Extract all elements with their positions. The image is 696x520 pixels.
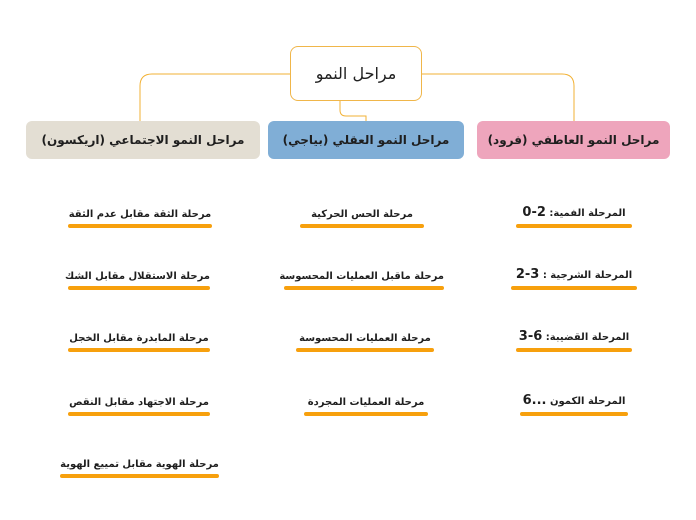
- freud-item-2-name: المرحلة الشرجية :: [542, 270, 633, 281]
- piaget-item-2[interactable]: [279, 258, 444, 290]
- erikson-item-5[interactable]: [60, 446, 219, 478]
- erikson-item-4-label: مرحلة الاجتهاد مقابل النقص: [69, 397, 209, 408]
- erikson-item-5-underline: [60, 474, 219, 478]
- piaget-item-3-underline: [296, 348, 434, 352]
- root-label: مراحل النمو: [315, 64, 397, 83]
- freud-item-3-name: المرحلة القضيبة:: [545, 332, 630, 343]
- erikson-item-1[interactable]: [68, 196, 212, 228]
- erikson-item-3[interactable]: [68, 320, 210, 352]
- freud-item-3[interactable]: [516, 320, 632, 352]
- freud-item-4-name: المرحلة الكمون: [549, 396, 626, 407]
- freud-item-3-range: 3-6: [518, 329, 543, 344]
- piaget-item-1-underline: [300, 224, 424, 228]
- freud-item-1-range: 0-2: [522, 205, 546, 220]
- piaget-item-2-underline: [284, 286, 444, 290]
- connector-erikson: [140, 74, 290, 121]
- erikson-item-5-label: مرحلة الهوية مقابل تمييع الهوية: [60, 459, 219, 470]
- freud-item-4-underline: [520, 412, 628, 416]
- connector-piaget: [340, 101, 366, 121]
- freud-item-1[interactable]: [516, 196, 632, 228]
- erikson-item-3-label: مرحلة المابدرة مقابل الخجل: [69, 333, 209, 344]
- branch-freud[interactable]: [477, 121, 670, 159]
- erikson-item-1-label: مرحلة الثقة مقابل عدم الثقة: [68, 209, 212, 220]
- piaget-item-1-label: مرحلة الحس الحركية: [311, 209, 413, 220]
- piaget-item-1[interactable]: [300, 196, 424, 228]
- freud-item-2-underline: [511, 286, 637, 290]
- freud-item-1-name: المرحلة الفمية:: [549, 208, 626, 219]
- erikson-item-2-label: مرحلة الاستقلال مقابل الشك: [65, 271, 210, 282]
- piaget-item-4[interactable]: [304, 384, 428, 416]
- erikson-item-2[interactable]: [65, 258, 210, 290]
- piaget-item-2-label: مرحلة ماقبل العمليات المحسوسة: [279, 271, 444, 282]
- freud-item-1-underline: [516, 224, 632, 228]
- erikson-item-1-underline: [68, 224, 212, 228]
- branch-piaget[interactable]: [268, 121, 464, 159]
- freud-item-4[interactable]: [520, 384, 628, 416]
- freud-item-2-range: 2-3: [515, 267, 540, 282]
- root-node[interactable]: [290, 46, 422, 101]
- erikson-item-2-underline: [68, 286, 210, 290]
- branch-freud-label: مراحل النمو العاطفي (فرود): [487, 133, 660, 147]
- erikson-item-4-underline: [68, 412, 210, 416]
- freud-item-2[interactable]: [511, 258, 637, 290]
- freud-item-3-underline: [516, 348, 632, 352]
- branch-erikson[interactable]: [26, 121, 260, 159]
- piaget-item-3-label: مرحلة العمليات المحسوسة: [299, 333, 431, 344]
- branch-piaget-label: مراحل النمو العقلي (بياجي): [282, 133, 450, 147]
- piaget-item-3[interactable]: [296, 320, 434, 352]
- piaget-item-4-label: مرحلة العمليات المجردة: [307, 397, 425, 408]
- branch-erikson-label: مراحل النمو الاجتماعي (اريكسون): [41, 133, 245, 147]
- freud-item-4-range: 6...: [522, 393, 547, 408]
- connector-freud: [422, 74, 574, 121]
- erikson-item-3-underline: [68, 348, 210, 352]
- erikson-item-4[interactable]: [68, 384, 210, 416]
- piaget-item-4-underline: [304, 412, 428, 416]
